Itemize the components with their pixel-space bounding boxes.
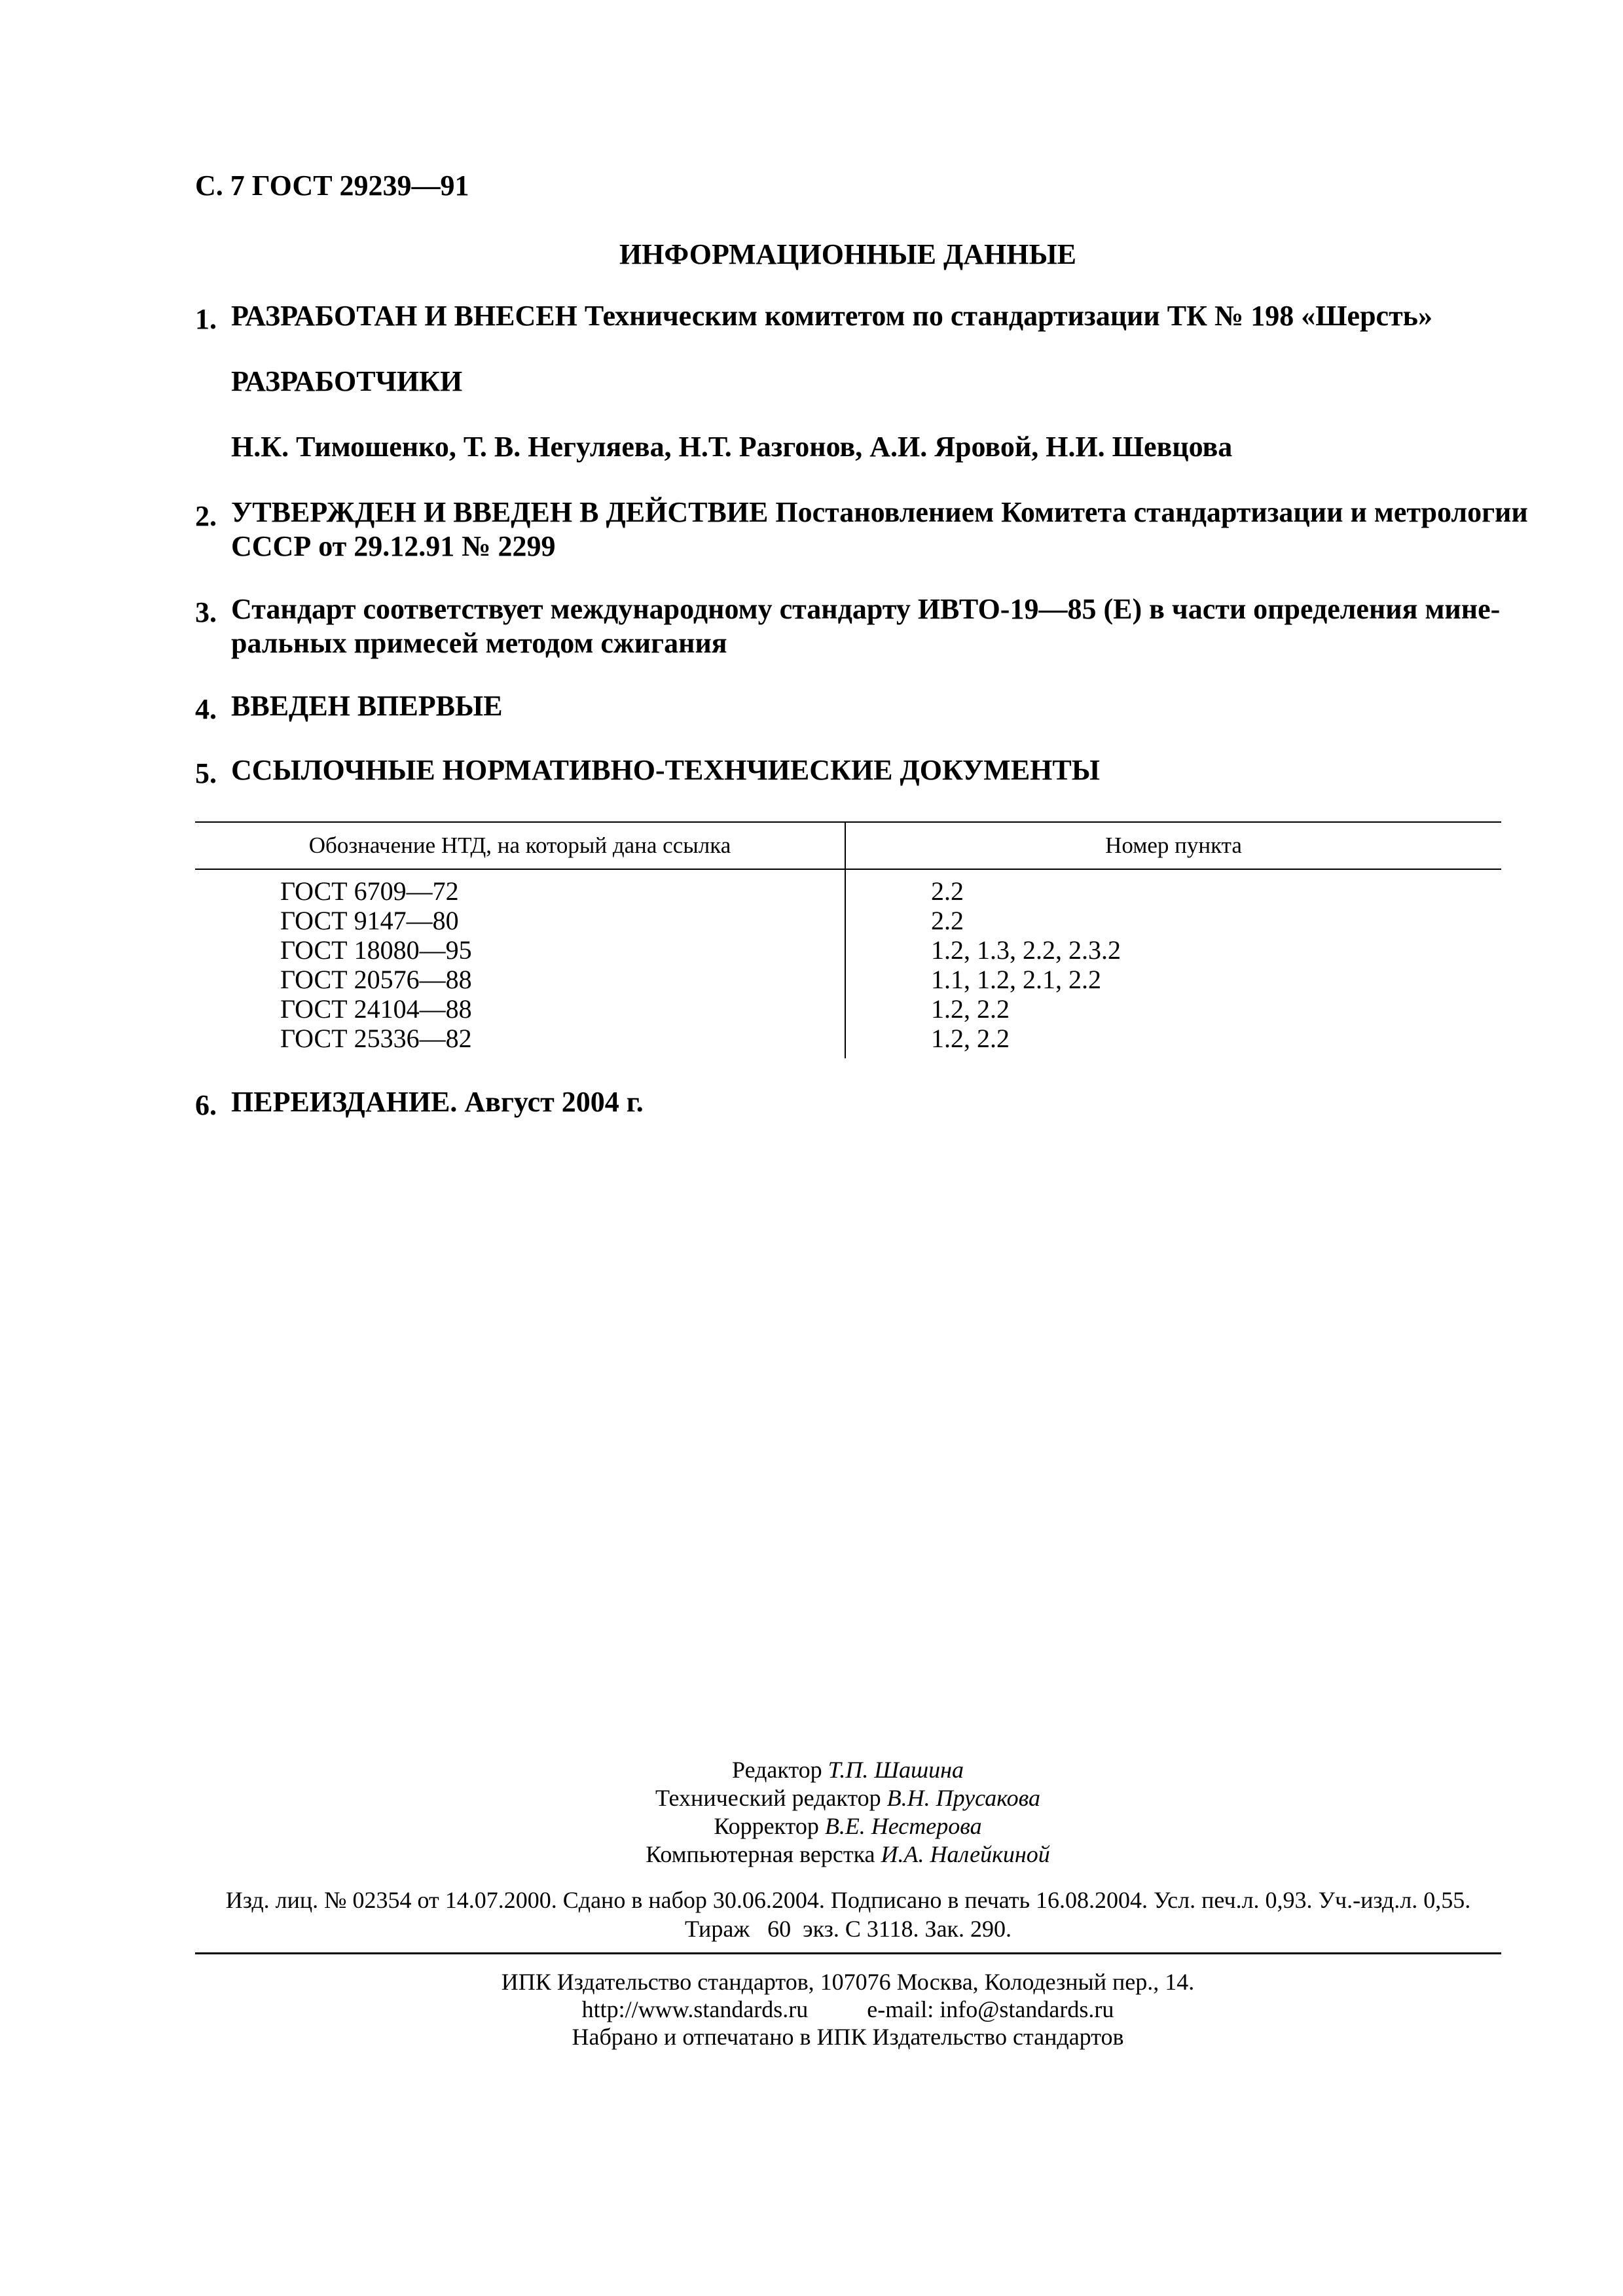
publisher-email-link[interactable]: e-mail: info@standards.ru bbox=[867, 1996, 1114, 2022]
table-header-clause: Номер пункта bbox=[845, 822, 1501, 869]
item-6-lead: ПЕРЕИЗДАНИЕ. bbox=[231, 1086, 458, 1118]
credit-editor bbox=[0, 1756, 1623, 1784]
item-6-body: Август 2004 г. bbox=[464, 1086, 644, 1118]
imprint-block bbox=[195, 1886, 1501, 1943]
credit-corrector bbox=[0, 1812, 1623, 1840]
table-cell-clause: 1.2, 1.3, 2.2, 2.3.2 bbox=[931, 935, 1121, 965]
publisher-block bbox=[0, 1968, 1623, 2051]
table-row bbox=[195, 935, 1501, 965]
publisher-address: ИПК Издательство стандартов, 107076 Москва, Колодезный пер., 14. bbox=[501, 1969, 1195, 1995]
table-cell-clause: 1.2, 2.2 bbox=[931, 994, 1010, 1024]
item-1-body: Техническим комитетом по стандартизации ТК № 198 «Шерсть» bbox=[584, 300, 1432, 332]
item-2-body-line1: Постановлением Комитета стандартизации и метрологии bbox=[775, 496, 1528, 528]
imprint-line-2: Тираж 60 экз. С 3118. Зак. 290. bbox=[684, 1916, 1012, 1942]
developers-list: Н.К. Тимошенко, Т. В. Негуляева, Н.Т. Разгонов, А.И. Яровой, Н.И. Шевцова bbox=[231, 431, 1233, 463]
credit-layout-name: И.А. Налейкиной bbox=[881, 1841, 1050, 1867]
imprint-line-1: Изд. лиц. № 02354 от 14.07.2000. Сдано в набор 30.06.2004. Подписано в печать 16.08.2004. Усл. печ.л. 0,93. Уч.-изд.л. 0,55. bbox=[225, 1887, 1471, 1913]
table-cell-designation: ГОСТ 9147—80 bbox=[195, 906, 845, 935]
credit-corrector-label: Корректор bbox=[714, 1813, 819, 1839]
credit-editor-label: Редактор bbox=[732, 1757, 822, 1783]
developers-heading: РАЗРАБОТЧИКИ bbox=[231, 365, 463, 397]
table-row bbox=[195, 994, 1501, 1024]
publisher-print-note: Набрано и отпечатано в ИПК Издательство стандартов bbox=[572, 2024, 1124, 2050]
table-row bbox=[195, 869, 1501, 906]
item-2-lead: УТВЕРЖДЕН И ВВЕДЕН В ДЕЙСТВИЕ bbox=[231, 496, 769, 528]
item-2-text bbox=[231, 495, 1528, 564]
item-3-body-line1: Стандарт соответствует международному стандарту ИВТО-19—85 (Е) в части определения мине- bbox=[231, 593, 1501, 625]
table-row bbox=[195, 906, 1501, 935]
item-1-text bbox=[231, 299, 1432, 333]
item-5-number: 5. bbox=[195, 757, 217, 789]
publisher-website-link[interactable]: http://www.standards.ru bbox=[581, 1996, 809, 2022]
item-2-body-line2: СССР от 29.12.91 № 2299 bbox=[231, 530, 556, 562]
table-cell-designation: ГОСТ 20576—88 bbox=[195, 965, 845, 994]
credit-layout bbox=[0, 1840, 1623, 1869]
item-4-number: 4. bbox=[195, 693, 217, 725]
item-3-text bbox=[231, 592, 1500, 660]
item-2-number: 2. bbox=[195, 500, 217, 532]
item-1-lead: РАЗРАБОТАН И ВНЕСЕН bbox=[231, 300, 577, 332]
credit-layout-label: Компьютерная верстка bbox=[646, 1841, 875, 1867]
table-cell-designation: ГОСТ 6709—72 bbox=[195, 869, 845, 906]
table-cell-designation: ГОСТ 24104—88 bbox=[195, 994, 845, 1024]
table-cell-clause: 2.2 bbox=[931, 906, 964, 935]
item-4-text: ВВЕДЕН ВПЕРВЫЕ bbox=[231, 690, 503, 722]
item-3-body-line2: ральных примесей методом сжигания bbox=[231, 627, 727, 659]
table-cell-designation: ГОСТ 25336—82 bbox=[195, 1024, 845, 1058]
table-cell-clause: 1.1, 1.2, 2.1, 2.2 bbox=[931, 965, 1101, 994]
item-6-number: 6. bbox=[195, 1089, 217, 1121]
page-reference: С. 7 ГОСТ 29239—91 bbox=[195, 170, 469, 202]
reference-documents-table bbox=[195, 821, 1501, 1058]
item-3-number: 3. bbox=[195, 596, 217, 628]
credit-tech-editor bbox=[0, 1784, 1623, 1812]
document-title: ИНФОРМАЦИОННЫЕ ДАННЫЕ bbox=[619, 238, 1077, 270]
credit-corrector-name: В.Е. Нестерова bbox=[824, 1813, 982, 1839]
table-row bbox=[195, 965, 1501, 994]
table-row bbox=[195, 1024, 1501, 1058]
credit-tech-editor-label: Технический редактор bbox=[655, 1785, 881, 1811]
table-cell-designation: ГОСТ 18080—95 bbox=[195, 935, 845, 965]
credits-block bbox=[0, 1756, 1623, 1869]
item-6-text bbox=[231, 1085, 644, 1119]
table-cell-clause: 1.2, 2.2 bbox=[931, 1024, 1010, 1053]
item-1-number: 1. bbox=[195, 303, 217, 335]
table-header-designation: Обозначение НТД, на который дана ссылка bbox=[195, 822, 845, 869]
credit-editor-name: Т.П. Шашина bbox=[828, 1757, 964, 1783]
item-5-text: ССЫЛОЧНЫЕ НОРМАТИВНО-ТЕХНЧИЕСКИЕ ДОКУМЕНТЫ bbox=[231, 754, 1100, 786]
footer-divider bbox=[195, 1952, 1501, 1954]
credit-tech-editor-name: В.Н. Прусакова bbox=[886, 1785, 1041, 1811]
table-cell-clause: 2.2 bbox=[931, 876, 964, 906]
publisher-contacts bbox=[0, 1996, 1623, 2023]
